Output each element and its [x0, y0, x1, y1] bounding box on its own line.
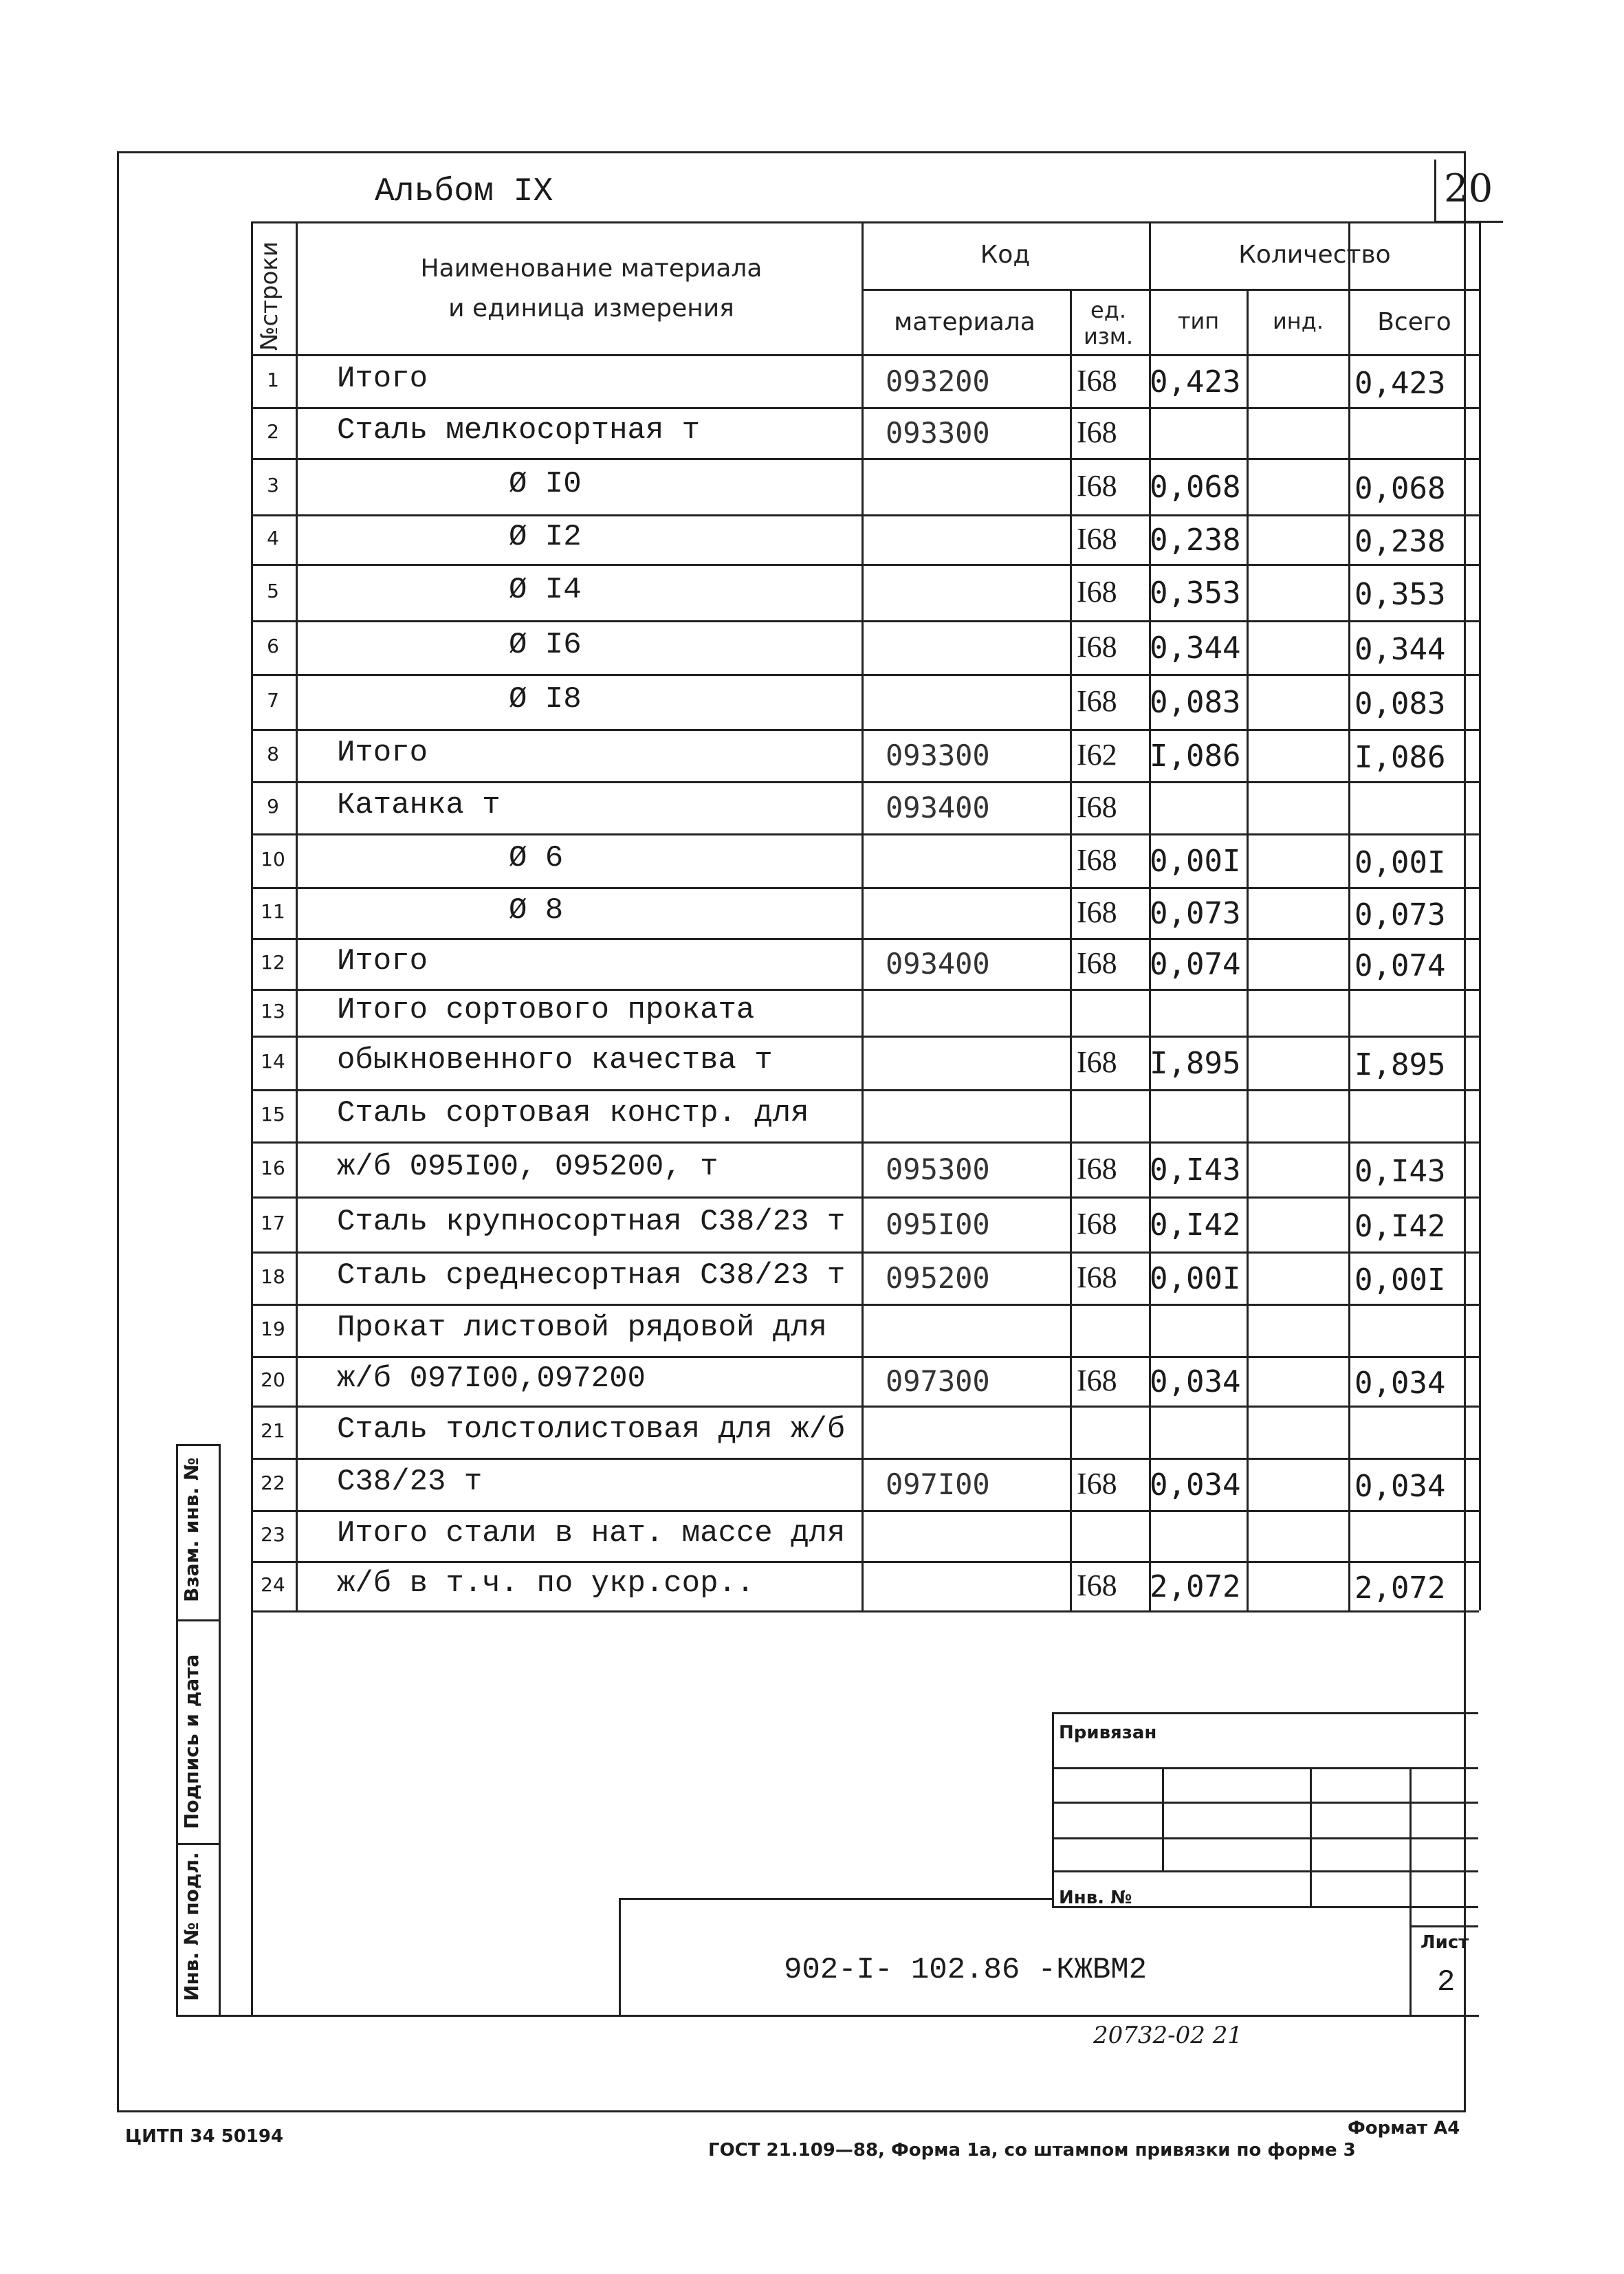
qty-total-value: 0,034 — [1354, 1366, 1446, 1401]
side-strip-sep2 — [176, 1843, 219, 1845]
material-name: Сталь мелкосортная т — [337, 413, 701, 448]
col-line-code — [1070, 289, 1072, 1610]
material-name: Ø I8 — [509, 682, 582, 717]
qty-type-value: 0,00I — [1150, 1261, 1241, 1296]
qty-total-value: 0,00I — [1354, 1262, 1446, 1298]
row-rule — [251, 1406, 1479, 1408]
row-rule — [251, 938, 1479, 940]
qty-type-value: I,086 — [1150, 739, 1241, 774]
unit-code: I68 — [1077, 843, 1117, 877]
row-number: 21 — [261, 1419, 285, 1442]
material-code: 093300 — [886, 416, 990, 450]
row-number: 1 — [267, 368, 279, 391]
side-strip-bottom — [176, 2015, 252, 2017]
side-inv-no-podl: Инв. № подл. — [180, 1852, 203, 2001]
row-number: 17 — [261, 1212, 285, 1234]
qty-type-value: 0,353 — [1150, 576, 1241, 611]
title-block-left — [619, 1898, 621, 2015]
row-rule — [251, 781, 1479, 783]
unit-code: I68 — [1077, 946, 1117, 980]
material-code: 095I00 — [886, 1207, 990, 1241]
material-code: 093400 — [886, 947, 990, 981]
stamp-sheet-label: Лист — [1420, 1932, 1469, 1953]
material-name: Прокат листовой рядовой для — [337, 1311, 827, 1345]
row-number: 3 — [267, 474, 279, 496]
row-number: 2 — [267, 420, 279, 443]
stamp-rule2 — [1052, 1802, 1478, 1804]
lower-area-left — [251, 1610, 253, 2015]
material-name: Сталь среднесортная С38/23 т — [337, 1258, 846, 1293]
stamp-col3 — [1409, 1767, 1412, 1925]
row-rule — [251, 1196, 1479, 1199]
header-qty-ind: инд. — [1272, 308, 1324, 334]
qty-type-value: 0,068 — [1150, 470, 1241, 505]
row-rule — [251, 1304, 1479, 1306]
unit-code: I68 — [1077, 575, 1117, 609]
row-rule — [251, 1356, 1479, 1358]
row-number: 6 — [267, 635, 279, 657]
material-code: 097300 — [886, 1364, 990, 1398]
material-name: ж/б 095I00, 095200, т — [337, 1150, 718, 1184]
row-rule — [251, 1089, 1479, 1091]
stamp-rule1 — [1052, 1767, 1478, 1769]
header-quantity: Количество — [1238, 241, 1391, 269]
header-code-unit: ед. изм. — [1083, 297, 1134, 349]
material-name: Итого стали в нат. массе для — [337, 1516, 846, 1551]
unit-code: I68 — [1077, 469, 1117, 503]
material-name: Итого — [337, 361, 428, 396]
header-code: Код — [980, 241, 1031, 269]
row-number: 9 — [267, 795, 279, 818]
material-code: 093200 — [886, 364, 990, 398]
header-code-material: материала — [894, 308, 1035, 336]
sheet-cell-top — [1409, 1925, 1478, 1927]
unit-code: I68 — [1077, 630, 1117, 664]
qty-total-value: 0,I42 — [1354, 1209, 1446, 1244]
side-strip-sep1 — [176, 1619, 219, 1621]
col-line-name — [862, 221, 864, 1610]
unit-code: I68 — [1077, 415, 1117, 449]
qty-type-value: 0,074 — [1150, 947, 1241, 982]
stamp-inv-no-label: Инв. № — [1059, 1888, 1132, 1908]
side-strip-left — [176, 1444, 178, 2015]
unit-code: I68 — [1077, 363, 1117, 397]
stamp-rule4 — [1052, 1870, 1478, 1872]
row-number: 22 — [261, 1472, 285, 1494]
row-number: 4 — [267, 527, 279, 549]
stamp-sheet-value: 2 — [1437, 1965, 1456, 2000]
material-name: Итого сортового проката — [337, 993, 755, 1027]
col-line-tot — [1479, 221, 1481, 1610]
header-bottom-rule — [251, 354, 1479, 356]
material-code: 095200 — [886, 1261, 990, 1295]
unit-code: I68 — [1077, 895, 1117, 929]
row-rule — [251, 1141, 1479, 1144]
material-name: ж/б 097I00,097200 — [337, 1362, 646, 1396]
row-rule — [251, 458, 1479, 460]
header-qty-type: тип — [1177, 308, 1220, 334]
side-strip-right — [219, 1444, 221, 2015]
row-number: 16 — [261, 1157, 285, 1179]
unit-code: I68 — [1077, 790, 1117, 824]
handwritten-number: 20732-02 21 — [1093, 2022, 1242, 2049]
unit-code: I68 — [1077, 684, 1117, 718]
unit-code: I68 — [1077, 1260, 1117, 1294]
qty-total-value: 0,068 — [1354, 471, 1446, 506]
row-rule — [251, 1251, 1479, 1254]
side-signature-date: Подпись и дата — [180, 1654, 203, 1829]
qty-total-value: 0,238 — [1354, 524, 1446, 559]
qty-total-value: 0,353 — [1354, 577, 1446, 612]
col-line-ind — [1348, 221, 1350, 1610]
qty-type-value: 0,083 — [1150, 685, 1241, 720]
unit-code: I68 — [1077, 1045, 1117, 1079]
unit-code: I68 — [1077, 1364, 1117, 1397]
table-top-border — [251, 221, 1479, 223]
qty-type-value: 0,I43 — [1150, 1152, 1241, 1188]
header-mid-rule — [862, 289, 1479, 291]
col-line-num — [296, 221, 298, 1610]
qty-type-value: 2,072 — [1150, 1569, 1241, 1604]
col-line-type — [1247, 289, 1249, 1610]
row-rule — [251, 1561, 1479, 1563]
row-number: 5 — [267, 580, 279, 602]
qty-type-value: 0,423 — [1150, 364, 1241, 400]
row-number: 23 — [261, 1523, 285, 1546]
material-name: Ø 8 — [509, 893, 564, 928]
row-rule — [251, 674, 1479, 676]
document-code: 902-I- 102.86 -КЖВМ2 — [784, 1953, 1148, 1987]
qty-type-value: 0,00I — [1150, 844, 1241, 879]
qty-total-value: 2,072 — [1354, 1571, 1446, 1606]
row-number: 14 — [261, 1050, 285, 1073]
footer-format: Формат А4 — [1348, 2118, 1460, 2139]
table-bottom-rule — [251, 1610, 1479, 1612]
row-number: 24 — [261, 1573, 285, 1596]
material-code: 093300 — [886, 739, 990, 772]
material-name: Сталь крупносортная С38/23 т — [337, 1205, 846, 1239]
qty-type-value: 0,073 — [1150, 896, 1241, 931]
header-qty-total: Всего — [1377, 308, 1451, 336]
unit-code: I68 — [1077, 522, 1117, 556]
row-rule — [251, 620, 1479, 622]
row-number: 11 — [261, 900, 285, 923]
qty-total-value: 0,074 — [1354, 948, 1446, 983]
qty-type-value: I,895 — [1150, 1046, 1241, 1081]
stamp-col2 — [1310, 1767, 1312, 1906]
material-code: 093400 — [886, 791, 990, 824]
sheet-cell-left — [1409, 1925, 1412, 2015]
row-number: 13 — [261, 1000, 285, 1023]
material-name: Ø I0 — [509, 467, 582, 501]
unit-code: I62 — [1077, 738, 1117, 772]
row-number: 10 — [261, 848, 285, 871]
qty-total-value: 0,423 — [1354, 365, 1446, 401]
qty-type-value: 0,344 — [1150, 631, 1241, 666]
material-name: обыкновенного качества т — [337, 1043, 773, 1078]
unit-code: I68 — [1077, 1152, 1117, 1185]
title-block-top — [619, 1898, 1052, 1900]
qty-total-value: 0,I43 — [1354, 1154, 1446, 1189]
material-name: Итого — [337, 944, 428, 979]
qty-type-value: 0,034 — [1150, 1364, 1241, 1399]
qty-total-value: 0,00I — [1354, 845, 1446, 880]
page-frame — [117, 151, 1466, 2112]
material-name: Сталь толстолистовая для ж/б — [337, 1412, 846, 1447]
header-name-line2: и единица измерения — [448, 294, 734, 322]
qty-type-value: 0,I42 — [1150, 1207, 1241, 1243]
qty-total-value: I,895 — [1354, 1047, 1446, 1082]
side-strip-top — [176, 1444, 219, 1446]
stamp-left — [1052, 1712, 1054, 1906]
material-name: Ø I6 — [509, 628, 582, 662]
row-rule — [251, 514, 1479, 516]
row-number: 18 — [261, 1265, 285, 1288]
row-number: 12 — [261, 951, 285, 974]
row-rule — [251, 564, 1479, 566]
row-rule — [251, 887, 1479, 889]
stamp-rule3 — [1052, 1837, 1478, 1839]
sheet-corner-number: 20 — [1444, 166, 1493, 211]
qty-total-value: 0,034 — [1354, 1469, 1446, 1504]
stamp-col1 — [1162, 1767, 1164, 1870]
stamp-top — [1052, 1712, 1478, 1714]
unit-code: I68 — [1077, 1467, 1117, 1500]
material-name: Ø I4 — [509, 573, 582, 607]
side-vzam-inv: Взам. инв. № — [180, 1457, 203, 1602]
qty-total-value: 0,083 — [1354, 686, 1446, 721]
row-rule — [251, 407, 1479, 409]
stamp-bound-label: Привязан — [1059, 1723, 1157, 1743]
row-rule — [251, 1036, 1479, 1038]
footer-left: ЦИТП 34 50194 — [125, 2126, 284, 2147]
qty-type-value: 0,034 — [1150, 1467, 1241, 1502]
row-rule — [251, 989, 1479, 991]
lower-area-bottom — [251, 2015, 1479, 2017]
material-name: С38/23 т — [337, 1465, 483, 1499]
row-number: 20 — [261, 1368, 285, 1391]
qty-total-value: I,086 — [1354, 740, 1446, 775]
album-title: Альбом IX — [375, 173, 553, 210]
row-number: 15 — [261, 1103, 285, 1126]
material-code: 095300 — [886, 1152, 990, 1186]
material-name: Итого — [337, 736, 428, 770]
qty-total-value: 0,344 — [1354, 632, 1446, 667]
material-name: Сталь сортовая констр. для — [337, 1096, 809, 1130]
header-row-number: №строки — [256, 241, 283, 351]
row-number: 7 — [267, 689, 279, 712]
qty-type-value: 0,238 — [1150, 523, 1241, 558]
row-rule — [251, 833, 1479, 835]
row-rule — [251, 1510, 1479, 1512]
row-number: 19 — [261, 1318, 285, 1340]
material-code: 097I00 — [886, 1467, 990, 1501]
footer-gost: ГОСТ 21.109—88, Форма 1а, со штампом привязки по форме 3 — [708, 2140, 1356, 2161]
material-name: ж/б в т.ч. по укр.сор.. — [337, 1566, 755, 1601]
material-name: Ø I2 — [509, 520, 582, 554]
row-rule — [251, 1458, 1479, 1460]
header-name-line1: Наименование материала — [420, 254, 762, 283]
row-number: 8 — [267, 743, 279, 765]
unit-code: I68 — [1077, 1568, 1117, 1602]
material-name: Ø 6 — [509, 841, 564, 875]
row-rule — [251, 729, 1479, 731]
unit-code: I68 — [1077, 1207, 1117, 1240]
material-name: Катанка т — [337, 788, 501, 822]
qty-total-value: 0,073 — [1354, 897, 1446, 932]
